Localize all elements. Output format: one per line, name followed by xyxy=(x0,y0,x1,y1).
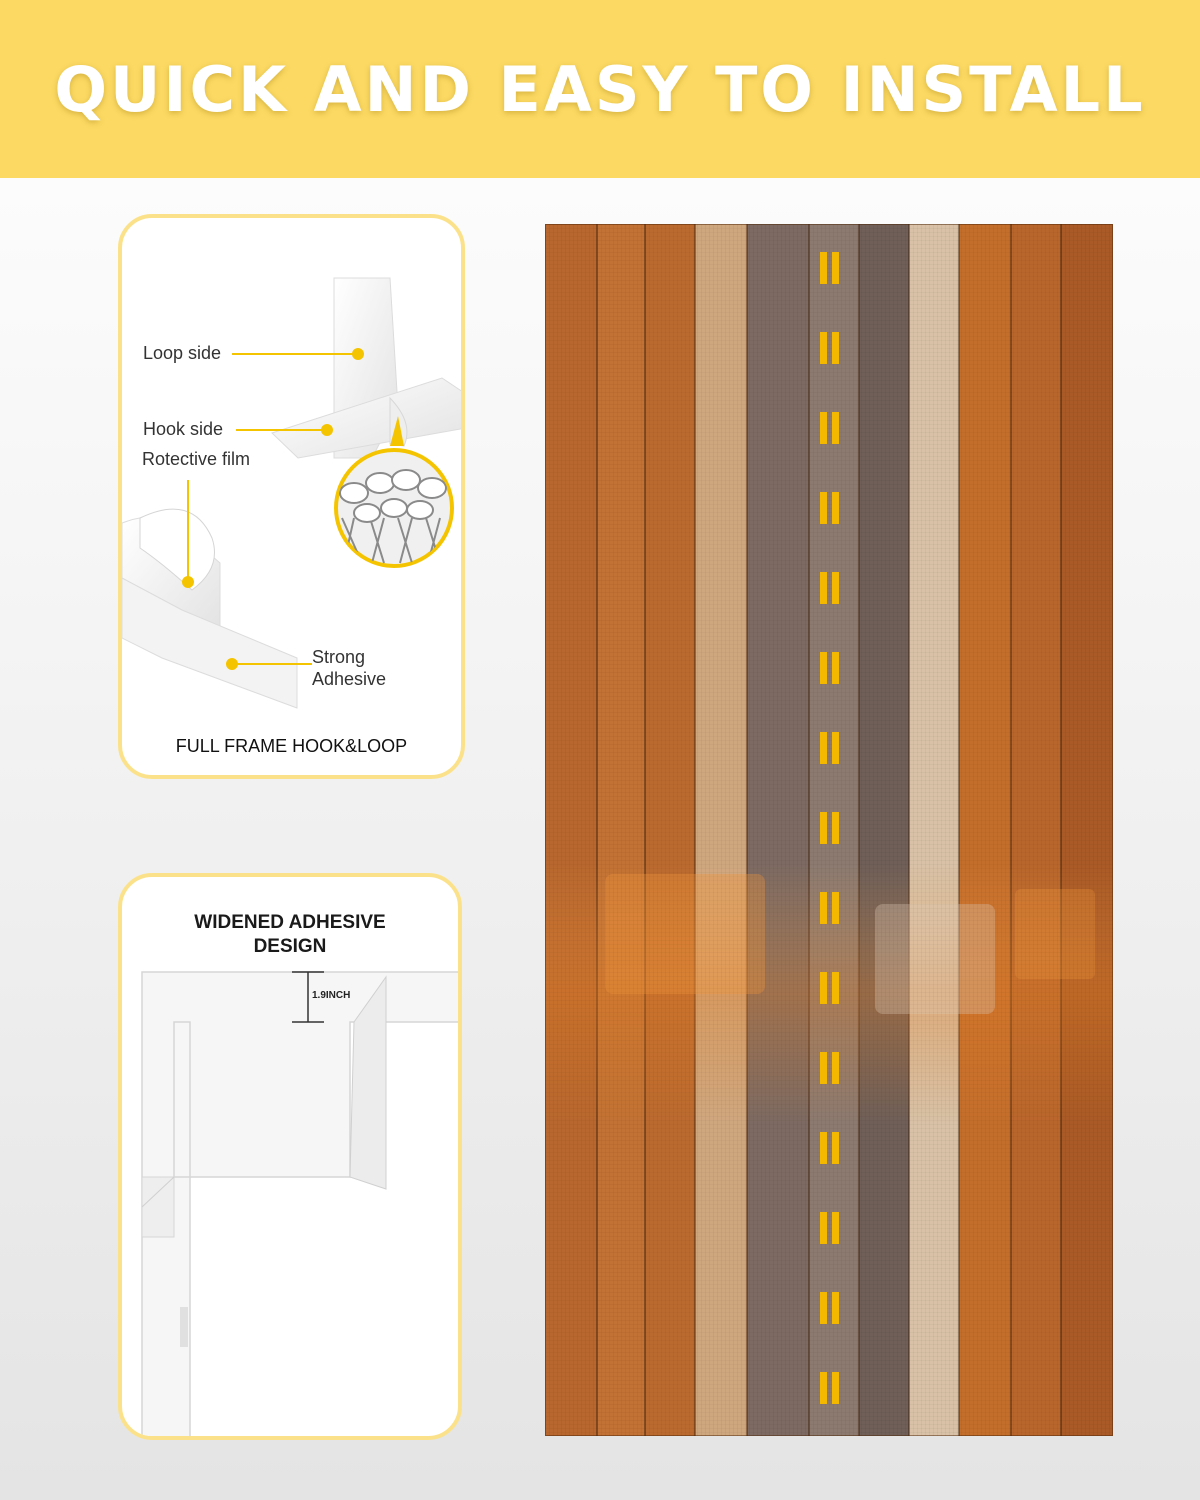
widened-adhesive-card xyxy=(118,873,462,1440)
width-dimension-label: 1.9INCH xyxy=(312,990,351,1001)
label-protective-film: Rotective film xyxy=(142,449,251,469)
title-line1: WIDENED ADHESIVE xyxy=(194,912,386,933)
hook-loop-card xyxy=(118,214,465,779)
banner-title: QUICK AND EASY TO INSTALL xyxy=(54,52,1146,126)
magnetic-screen-door xyxy=(545,224,1113,1436)
title-line2: DESIGN xyxy=(253,936,327,957)
label-adhesive: Adhesive xyxy=(312,669,387,689)
label-hook-side: Hook side xyxy=(143,419,224,439)
label-strong: Strong xyxy=(312,647,366,667)
hook-loop-footer: FULL FRAME HOOK&LOOP xyxy=(175,736,408,756)
adhesive-frame-illustration xyxy=(122,877,462,1440)
label-loop-side: Loop side xyxy=(143,343,222,363)
hook-loop-tape-illustration xyxy=(122,218,465,779)
door-curtain-graphic xyxy=(545,224,1113,1436)
header-banner xyxy=(0,0,1200,178)
